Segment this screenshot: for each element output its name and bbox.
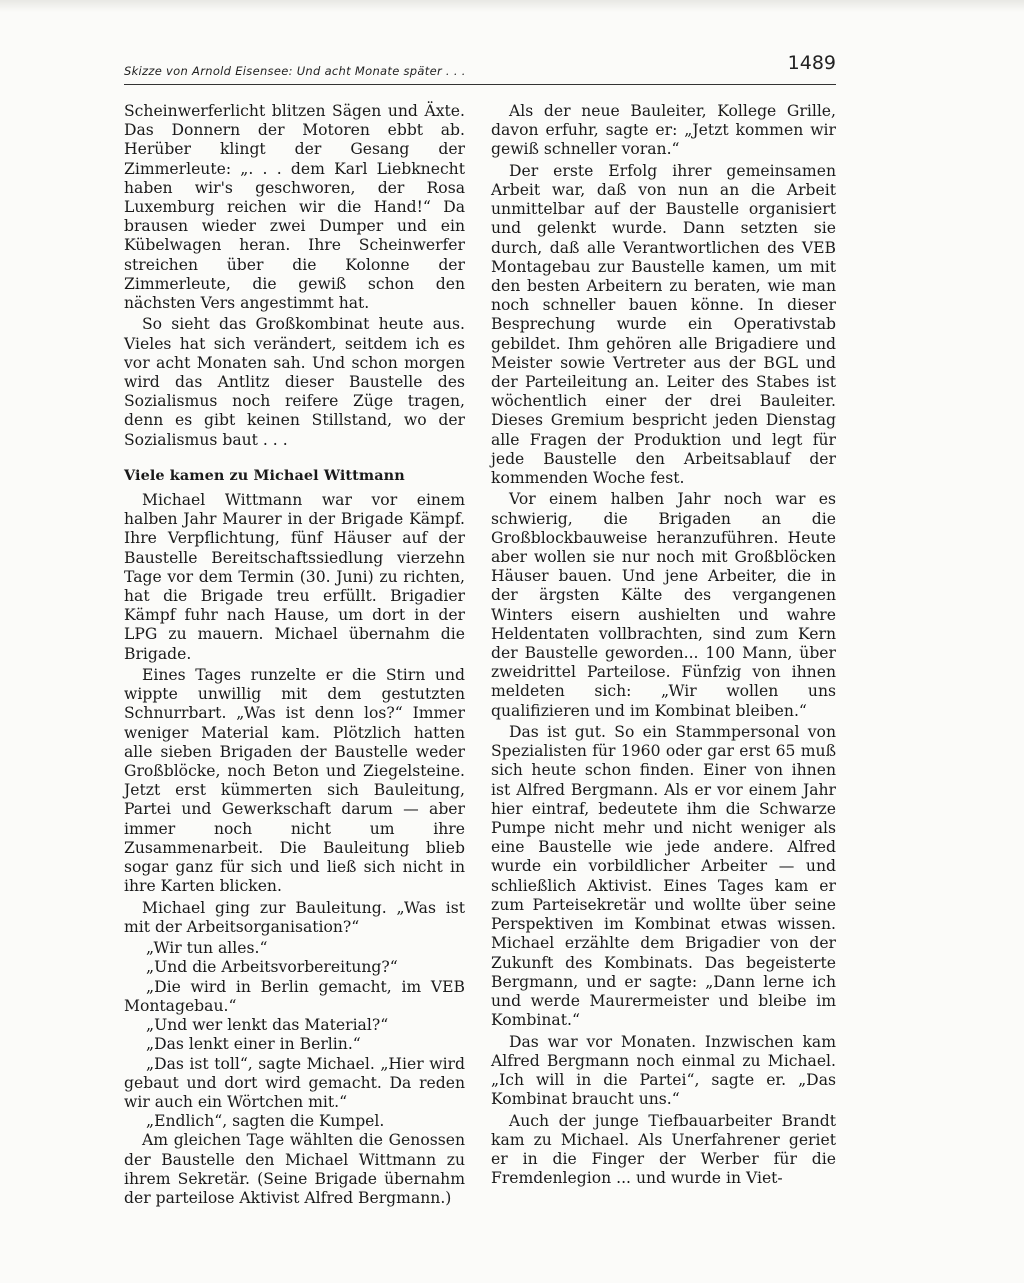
dialog-line: „Endlich“, sagten die Kumpel. bbox=[146, 1112, 385, 1131]
paragraph: Als der neue Bauleiter, Kollege Grille, davon erfuhr, sagte er: „Jetzt kommen wir gewiß schneller voran.“ bbox=[491, 102, 836, 159]
paragraph: So sieht das Großkombinat heute aus. Vieles hat sich verändert, seitdem ich es vor acht Monaten sah. Und schon morgen wird das Antlitz dieser Baustelle des Sozialismus noch reifere Züge tragen, denn es gibt keinen Stillstand, wo der Sozialismus baut . . . bbox=[124, 315, 465, 449]
header-caption: Skizze von Arnold Eisensee: Und acht Monate später . . . bbox=[124, 64, 466, 78]
paragraph: Auch der junge Tiefbauarbeiter Brandt kam zu Michael. Als Unerfahrener geriet er in die Finger der Werber für die Fremdenlegion ... und wurde in Viet- bbox=[491, 1111, 836, 1188]
right-column bbox=[491, 102, 836, 1191]
dialog-line: „Das ist toll“, sagte Michael. „Hier wird gebaut und dort wird gemacht. Da reden wir auch ein Wörtchen mit.“ bbox=[124, 1054, 465, 1111]
page-number: 1489 bbox=[787, 52, 836, 74]
dialog-line: „Die wird in Berlin gemacht, im VEB Montagebau.“ bbox=[124, 977, 465, 1015]
paragraph: Eines Tages runzelte er die Stirn und wippte unwillig mit dem gestutzten Schnurrbart. „Was ist denn los?“ Immer weniger Material kam. Plötzlich hatten alle sieben Brigaden der Baustelle weder Großblöcke, noch Beton und Ziegelsteine. Jetzt erst kümmerten sich Bauleitung, Partei und Gewerkschaft darum — aber immer noch nicht um ihre Zusammenarbeit. Die Bauleitung blieb sogar ganz für sich und ließ sich nicht in ihre Karten blicken. bbox=[124, 666, 465, 896]
paragraph: Michael Wittmann war vor einem halben Jahr Maurer in der Brigade Kämpf. Ihre Verpflichtung, fünf Häuser auf der Baustelle Bereitschaftssiedlung vierzehn Tage vor dem Termin (30. Juni) zu richten, hat die Brigade treu erfüllt. Brigadier Kämpf fuhr nach Hause, um dort in der LPG zu mauern. Michael übernahm die Brigade. bbox=[124, 491, 465, 663]
section-heading: Viele kamen zu Michael Wittmann bbox=[124, 466, 405, 484]
dialog-line: „Wir tun alles.“ bbox=[146, 939, 268, 958]
paragraph: Am gleichen Tage wählten die Genossen der Baustelle den Michael Wittmann zu ihrem Sekretär. (Seine Brigade übernahm der parteilose Aktivist Alfred Bergmann.) bbox=[124, 1131, 465, 1207]
running-header bbox=[124, 52, 836, 85]
paragraph: Scheinwerferlicht blitzen Sägen und Äxte. Das Donnern der Motoren ebbt ab. Herüber klingt der Gesang der Zimmerleute: „. . . dem Karl Liebknecht haben wir's geschworen, der Rosa Luxemburg reichen wir die Hand!“ Da brausen wieder zwei Dumper und ein Kübelwagen heran. Ihre Scheinwerfer streichen über die Kolonne der Zimmerleute, die gewiß schon den nächsten Vers angestimmt hat. bbox=[124, 102, 465, 313]
paragraph: Michael ging zur Bauleitung. „Was ist mit der Arbeitsorganisation?“ bbox=[124, 898, 465, 936]
dialog-line: „Das lenkt einer in Berlin.“ bbox=[146, 1035, 361, 1054]
dialog-line: „Und wer lenkt das Material?“ bbox=[146, 1016, 389, 1035]
paragraph: Das war vor Monaten. Inzwischen kam Alfred Bergmann noch einmal zu Michael. „Ich will in die Partei“, sagte er. „Das Kombinat braucht uns.“ bbox=[491, 1032, 836, 1109]
left-column bbox=[124, 102, 465, 1210]
paragraph: Der erste Erfolg ihrer gemeinsamen Arbeit war, daß von nun an die Arbeit unmittelbar auf der Baustelle organisiert und gelenkt wurde. Dann setzten sie durch, daß alle Verantwortlichen des VEB Montagebau zur Baustelle kamen, um mit den besten Arbeitern zu beraten, wie man noch schneller bauen könne. In dieser Besprechung wurde ein Operativstab gebildet. Ihm gehören alle Brigadiere und Meister sowie Vertreter aus der BGL und der Parteileitung an. Leiter des Stabes ist wöchentlich einer der drei Bauleiter. Dieses Gremium bespricht jeden Dienstag alle Fragen der Produktion und legt für jede Baustelle den Arbeitsablauf der kommenden Woche fest. bbox=[491, 161, 836, 488]
dialog-line: „Und die Arbeitsvorbereitung?“ bbox=[146, 958, 398, 977]
paragraph: Das ist gut. So ein Stammpersonal von Spezialisten für 1960 oder gar erst 65 muß sich heute schon finden. Einer von ihnen ist Alfred Bergmann. Als er vor einem Jahr hier eintraf, bedeutete ihm die Schwarze Pumpe nicht mehr und nicht weniger als eine Baustelle wie jede andere. Alfred wurde ein vorbildlicher Arbeiter — und schließlich Aktivist. Eines Tages kam er zum Parteisekretär und wollte über seine Perspektiven im Kombinat etwas wissen. Michael erzählte dem Brigadier von der Zukunft des Kombinats. Das begeisterte Bergmann, und er sagte: „Dann lerne ich und werde Maurermeister und bleibe im Kombinat.“ bbox=[491, 723, 836, 1030]
scan-edge bbox=[0, 0, 1024, 12]
paragraph: Vor einem halben Jahr noch war es schwierig, die Brigaden an die Großblockbauweise heranzuführen. Heute aber wollen sie nur noch mit Großblöcken Häuser bauen. Und jene Arbeiter, die in der ärgsten Kälte des vergangenen Winters eisern aushielten und wahre Heldentaten vollbrachten, sind zum Kern der Baustelle geworden... 100 Mann, über zweidrittel Parteilose. Fünfzig von ihnen meldeten sich: „Wir wollen uns qualifizieren und im Kombinat bleiben.“ bbox=[491, 490, 836, 720]
